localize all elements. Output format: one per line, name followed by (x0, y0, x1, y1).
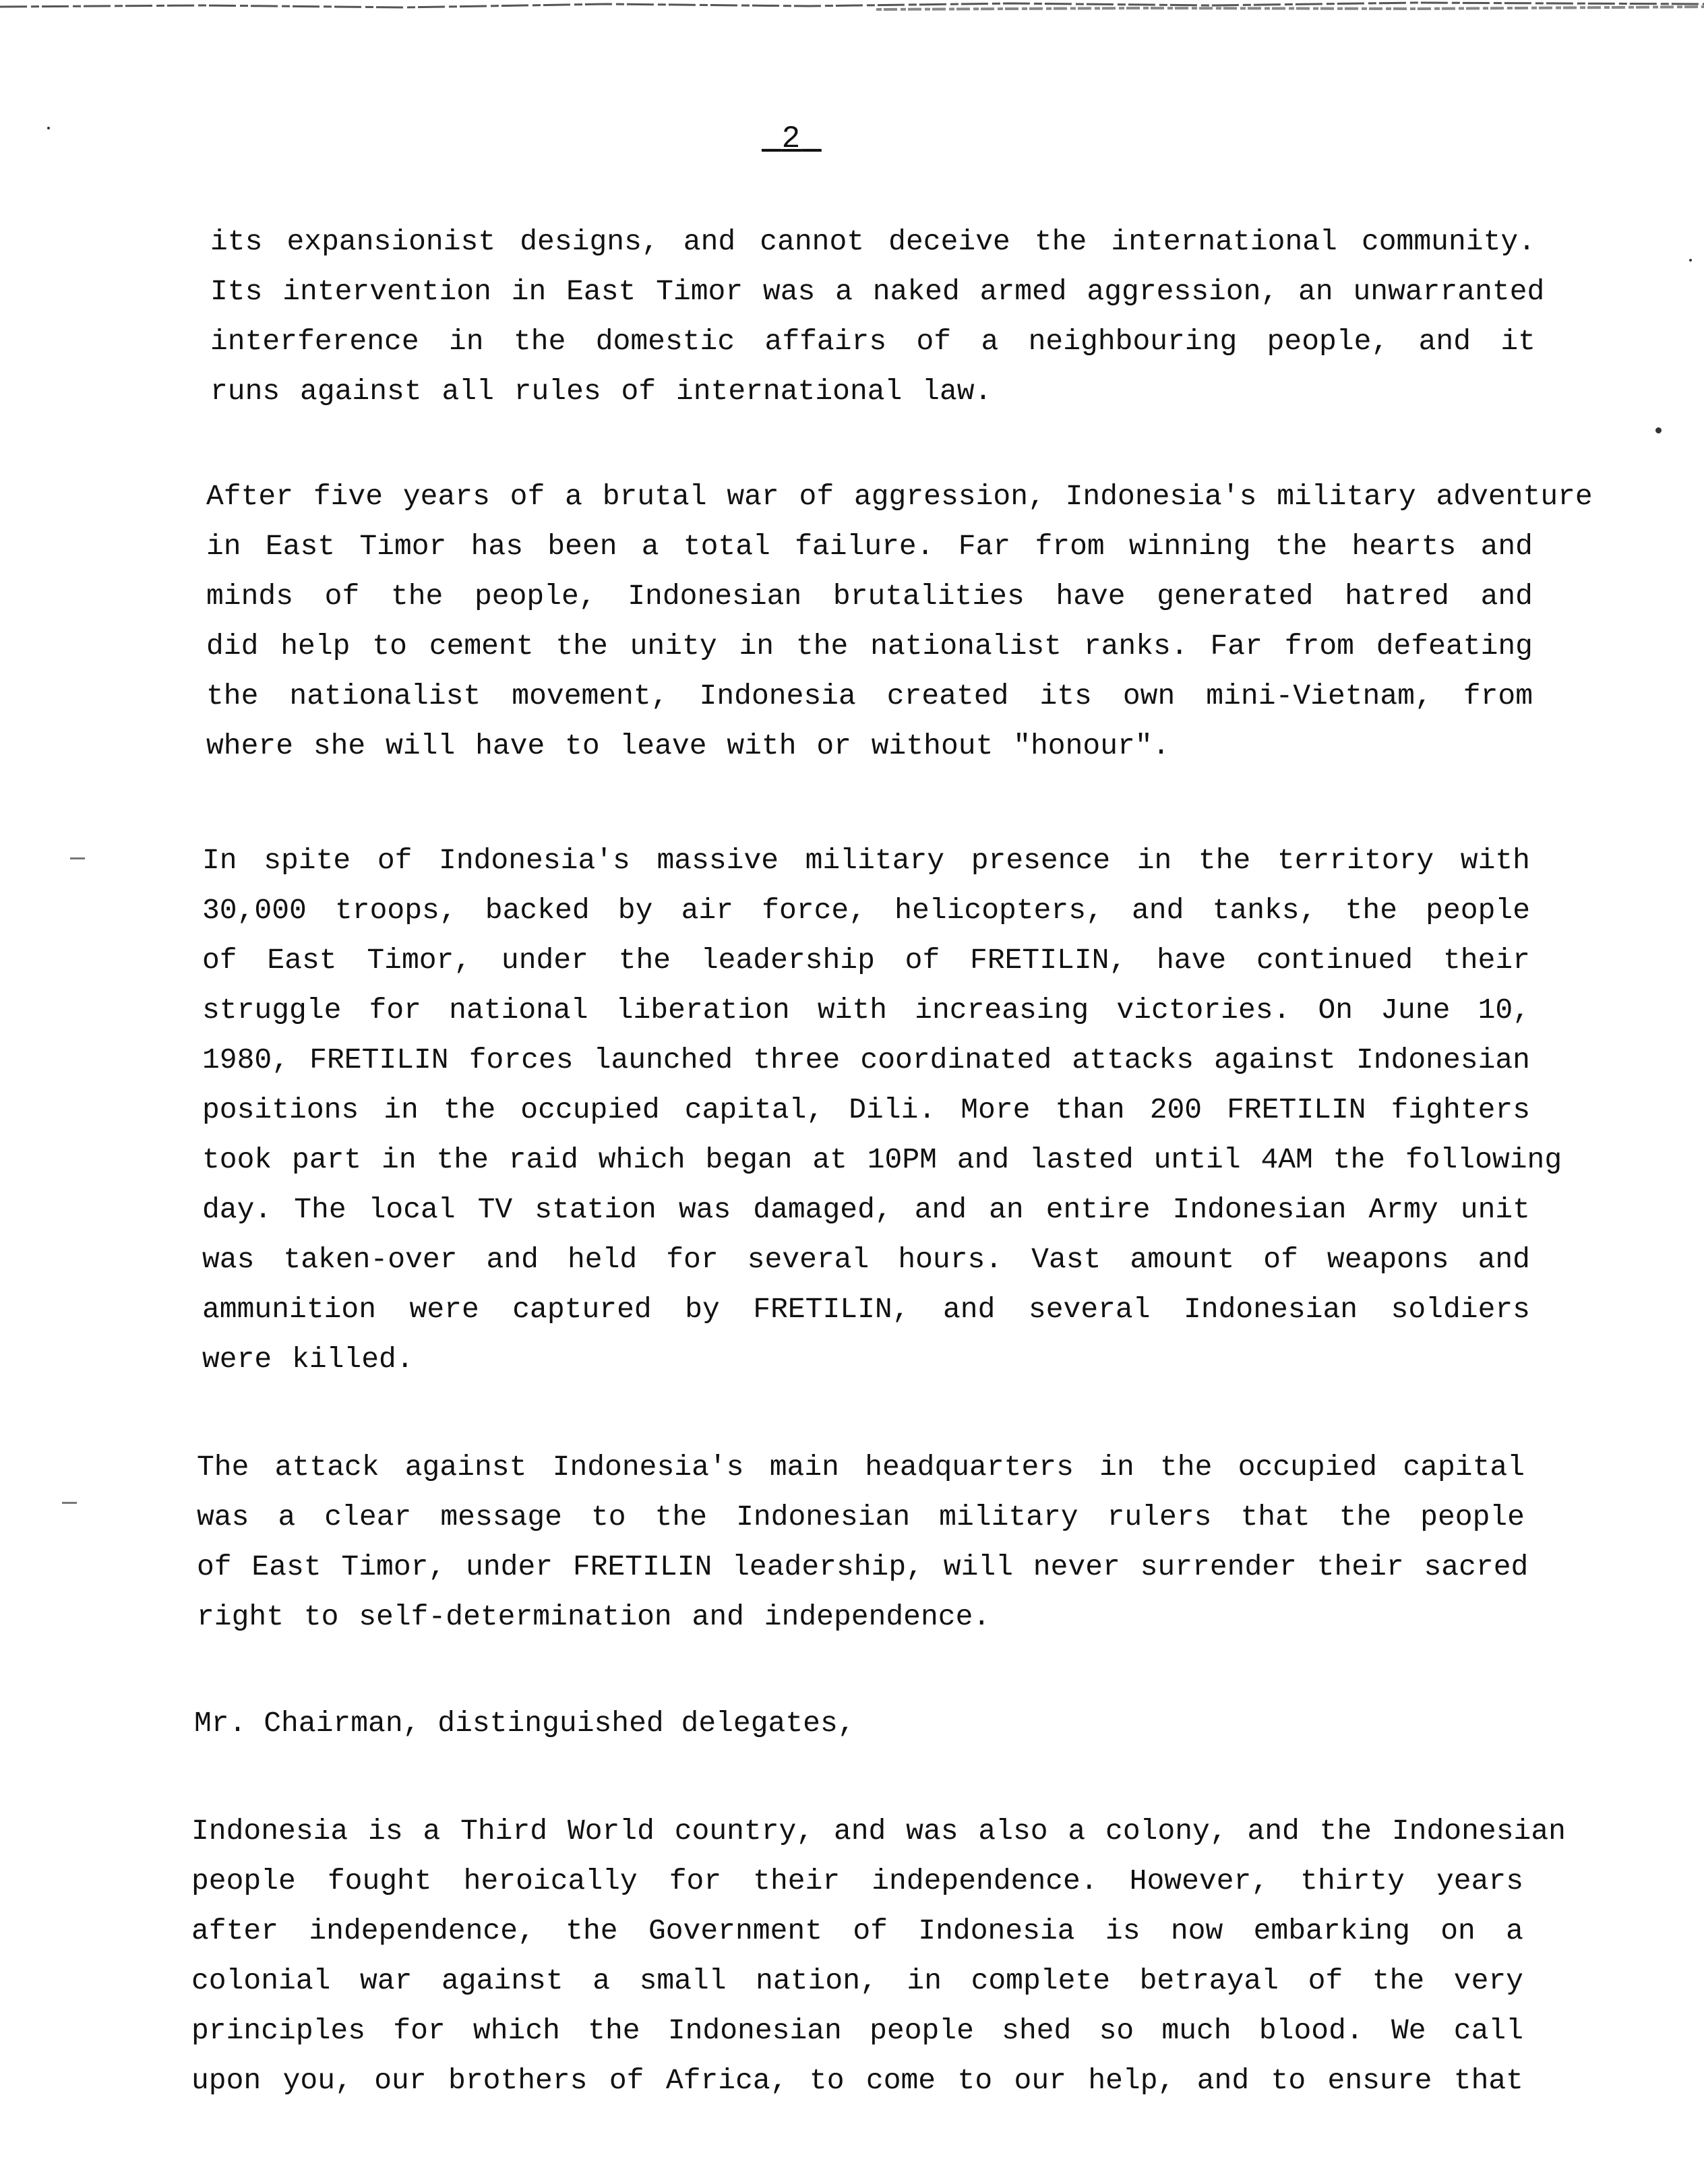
text-line: was taken-over and held for several hours. Vast amount of weapons and (202, 1243, 1530, 1276)
text-line: ammunition were captured by FRETILIN, and several Indonesian soldiers (202, 1293, 1530, 1326)
paragraph-2 (206, 472, 1593, 771)
paragraph-4 (197, 1443, 1529, 1642)
text-line: 1980, FRETILIN forces launched three coordinated attacks against Indonesian (202, 1043, 1530, 1076)
scan-edge (0, 0, 1704, 15)
text-line: interference in the domestic affairs of a neighbouring people, and it (210, 325, 1535, 358)
text-line: Its intervention in East Timor was a naked armed aggression, an unwarranted (210, 275, 1545, 308)
text-line: runs against all rules of international law. (210, 375, 992, 408)
scan-speck (1655, 427, 1662, 433)
text-line: day. The local TV station was damaged, and an entire Indonesian Army unit (202, 1193, 1530, 1226)
text-line: of East Timor, under FRETILIN leadership, will never surrender their sacred (197, 1550, 1529, 1583)
text-line: In spite of Indonesia's massive military presence in the territory with (202, 844, 1530, 877)
text-line: after independence, the Government of Indonesia is now embarking on a (191, 1914, 1523, 1947)
text-line: did help to cement the unity in the nationalist ranks. Far from defeating (206, 630, 1533, 663)
scan-speck (47, 127, 50, 129)
text-line: The attack against Indonesia's main headquarters in the occupied capital (197, 1451, 1525, 1484)
text-line: people fought heroically for their independence. However, thirty years (191, 1864, 1523, 1898)
text-line: were killed. (202, 1343, 414, 1376)
text-line: of East Timor, under the leadership of FRETILIN, have continued their (202, 944, 1530, 977)
scan-dash (70, 857, 85, 859)
page-number-value: 2 (781, 121, 802, 156)
text-line: where she will have to leave with or without "honour". (206, 729, 1170, 762)
paragraph-1 (210, 217, 1545, 417)
paragraph-5 (191, 1807, 1566, 2106)
text-line: After five years of a brutal war of aggression, Indonesia's military adventure (206, 480, 1593, 513)
text-line: 30,000 troops, backed by air force, helicopters, and tanks, the people (202, 894, 1530, 927)
text-line: its expansionist designs, and cannot deceive the international community. (210, 225, 1535, 258)
text-line: minds of the people, Indonesian brutalities have generated hatred and (206, 580, 1533, 613)
text-line: took part in the raid which began at 10PM and lasted until 4AM the following (202, 1143, 1562, 1176)
text-line: struggle for national liberation with increasing victories. On June 10, (202, 994, 1530, 1027)
text-line: right to self-determination and independence. (197, 1600, 991, 1633)
page-number: _2_ (762, 121, 822, 156)
text-line: colonial war against a small nation, in complete betrayal of the very (191, 1964, 1523, 1997)
salutation: Mr. Chairman, distinguished delegates, (194, 1707, 855, 1740)
text-line: the nationalist movement, Indonesia created its own mini-Vietnam, from (206, 679, 1533, 712)
scan-dash (62, 1502, 77, 1504)
text-line: principles for which the Indonesian people shed so much blood. We call (191, 2014, 1523, 2047)
text-line: upon you, our brothers of Africa, to come to our help, and to ensure that (191, 2064, 1523, 2097)
text-line: positions in the occupied capital, Dili. More than 200 FRETILIN fighters (202, 1093, 1530, 1126)
scan-speck (1689, 259, 1692, 262)
text-line: Indonesia is a Third World country, and was also a colony, and the Indonesian (191, 1815, 1566, 1848)
text-line: was a clear message to the Indonesian military rulers that the people (197, 1500, 1525, 1534)
paragraph-3 (202, 836, 1562, 1385)
text-line: in East Timor has been a total failure. Far from winning the hearts and (206, 530, 1533, 563)
